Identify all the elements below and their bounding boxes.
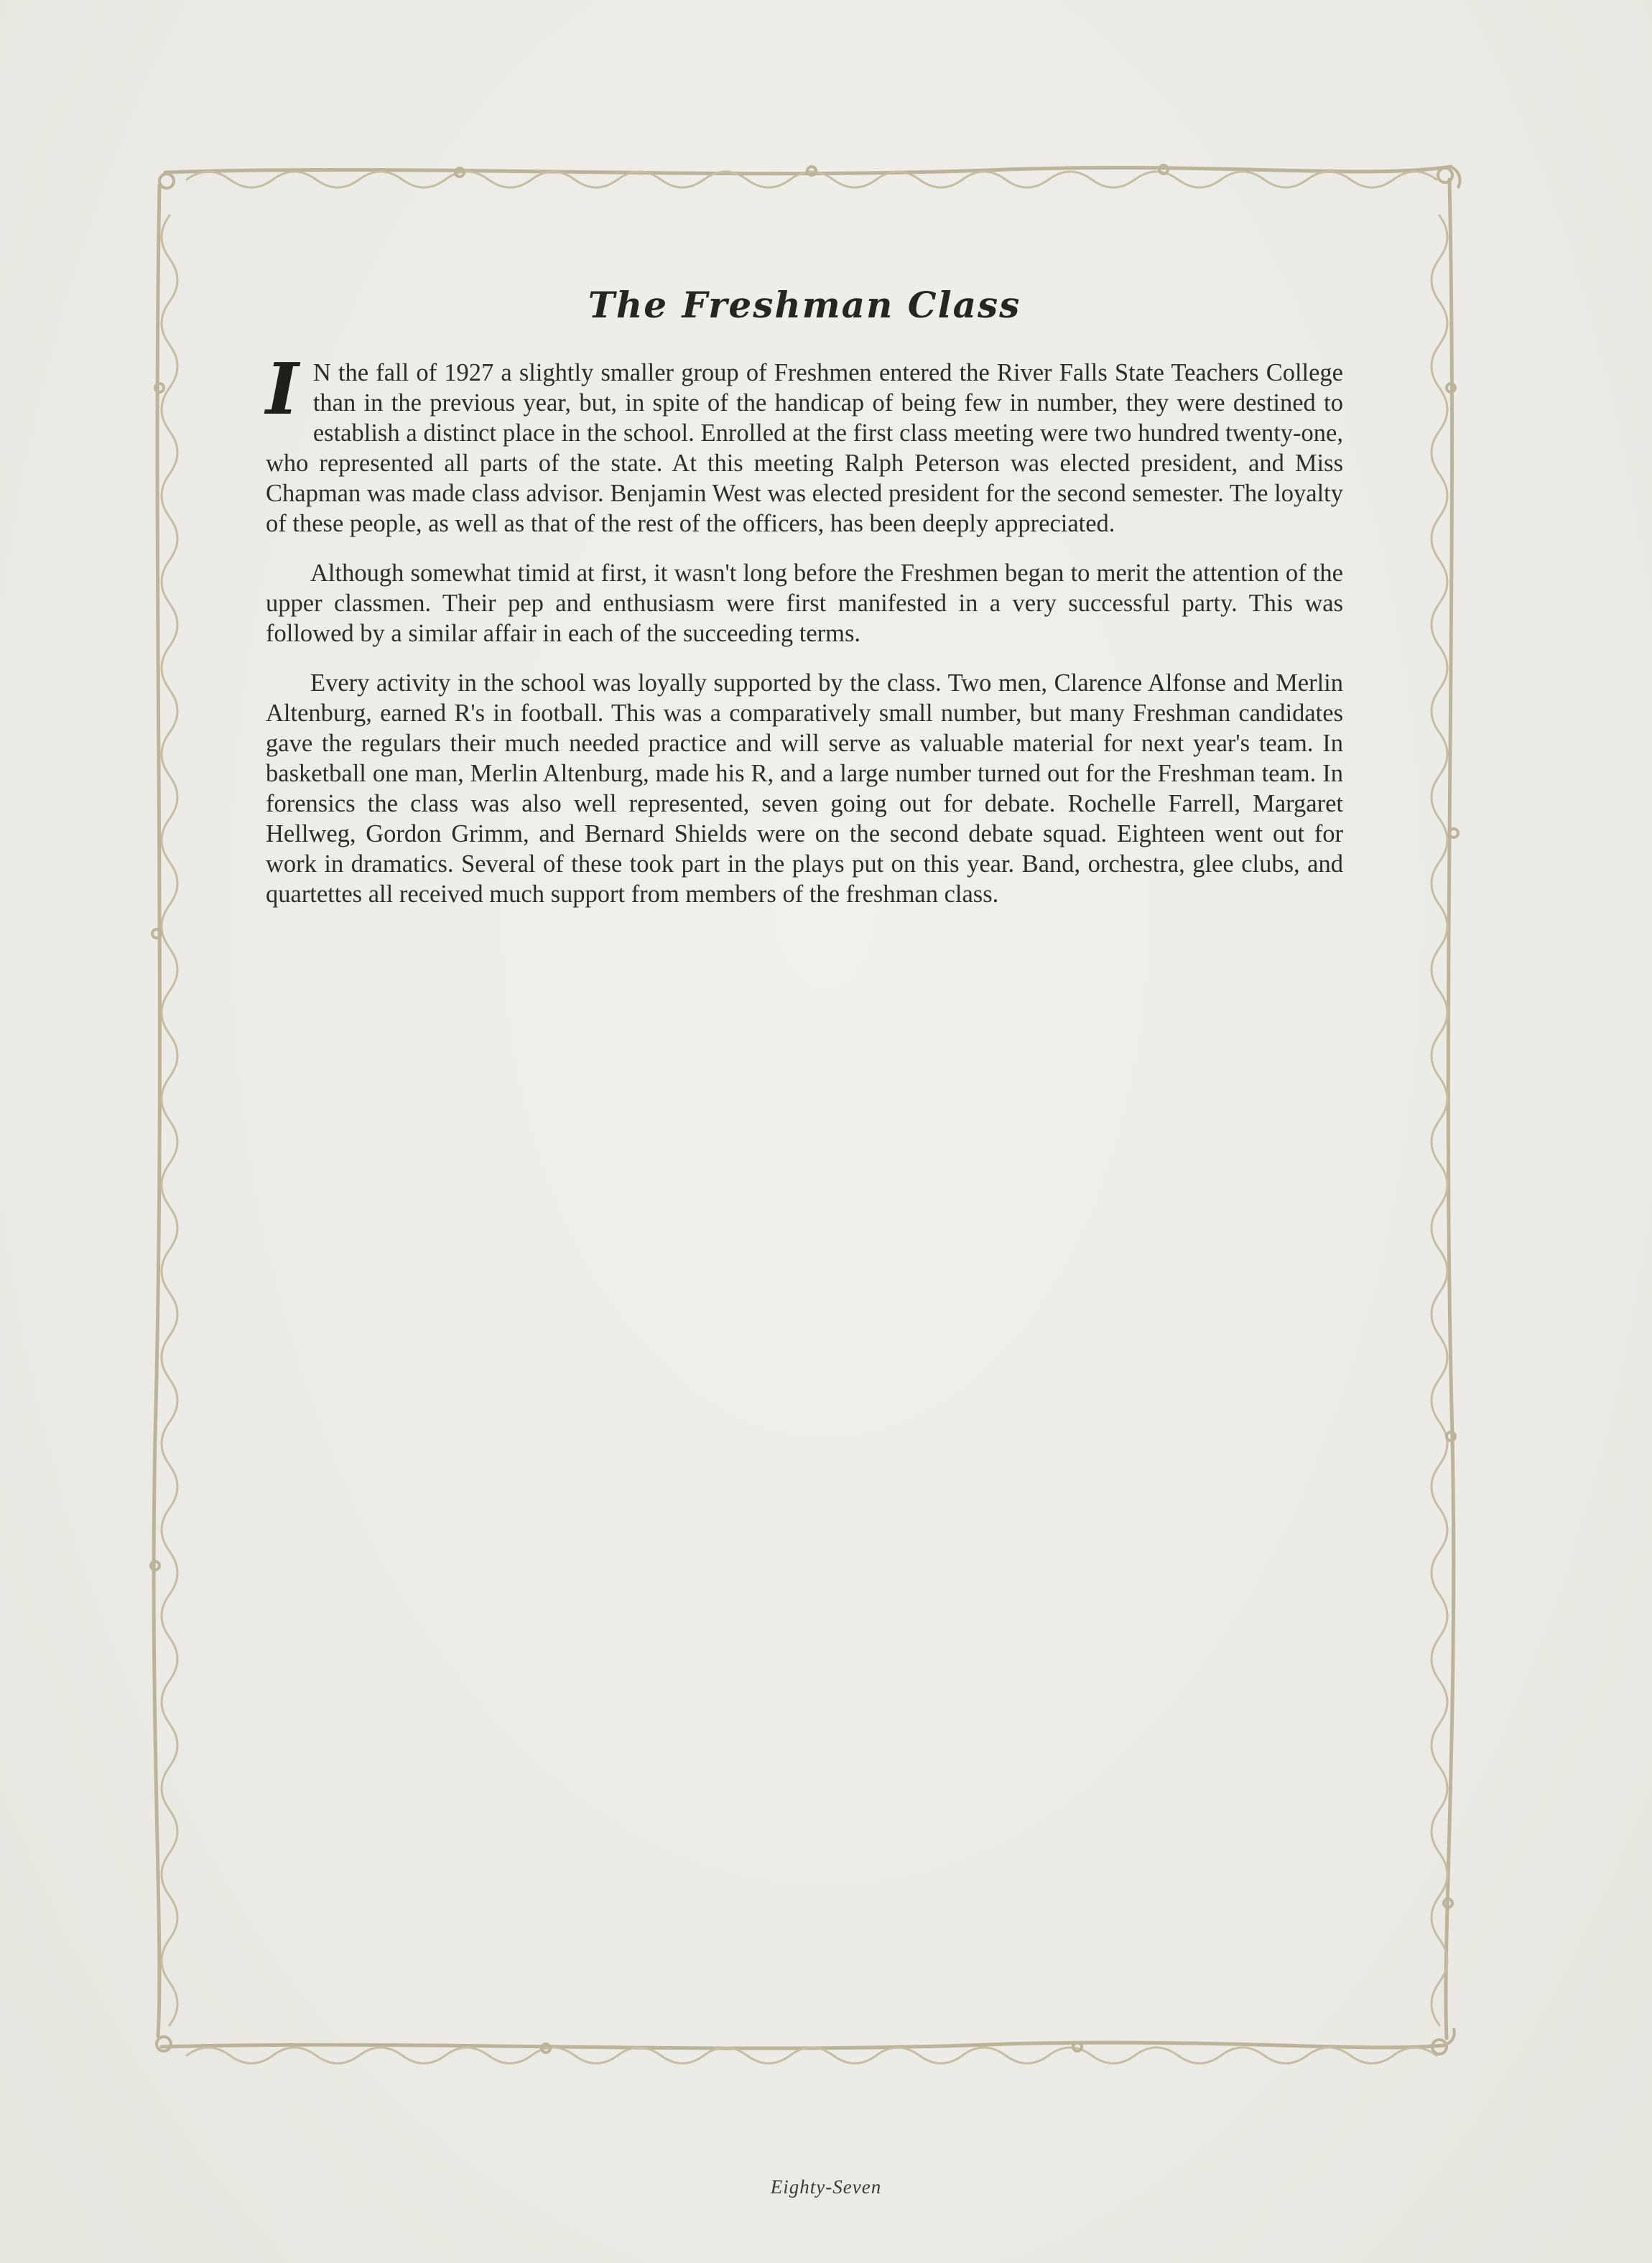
- paragraph-1: [266, 348, 1343, 539]
- paragraph-1-text: N the fall of 1927 a slightly smaller group of Freshmen entered the River Falls State Teachers College than in the previous year, but, in spite of the handicap of being few in number, they were destined to establish a distinct place in the school. Enrolled at the first class meeting were two hundred twenty-one, who represented all parts of the state. At this meeting Ralph Peterson was elected president, and Miss Chapman was made class advisor. Benjamin West was elected president for the second semester. The loyalty of these people, as well as that of the rest of the officers, has been deeply appreciated.: [266, 359, 1343, 537]
- paragraph-3: Every activity in the school was loyally supported by the class. Two men, Clarence Alfonse and Merlin Altenburg, earned R's in football. This was a comparatively small number, but many Freshman candidates gave the regulars their much needed practice and will serve as valuable material for next year's team. In basketball one man, Merlin Altenburg, made his R, and a large number turned out for the Freshman team. In forensics the class was also well represented, seven going out for debate. Rochelle Farrell, Margaret Hellweg, Gordon Grimm, and Bernard Shields were on the second debate squad. Eighteen went out for work in dramatics. Several of these took part in the plays put on this year. Band, orchestra, glee clubs, and quartettes all received much support from members of the freshman class.: [266, 669, 1343, 908]
- drop-cap: I: [266, 348, 299, 431]
- page-number: Eighty-Seven: [770, 2176, 882, 2198]
- page-title: The Freshman Class: [588, 284, 1021, 326]
- paragraph-2: Although somewhat timid at first, it wasn't long before the Freshmen began to merit the attention of the upper classmen. Their pep and enthusiasm were first manifested in a very successful party. This was followed by a similar affair in each of the succeeding terms.: [266, 559, 1343, 647]
- article: [266, 284, 1343, 929]
